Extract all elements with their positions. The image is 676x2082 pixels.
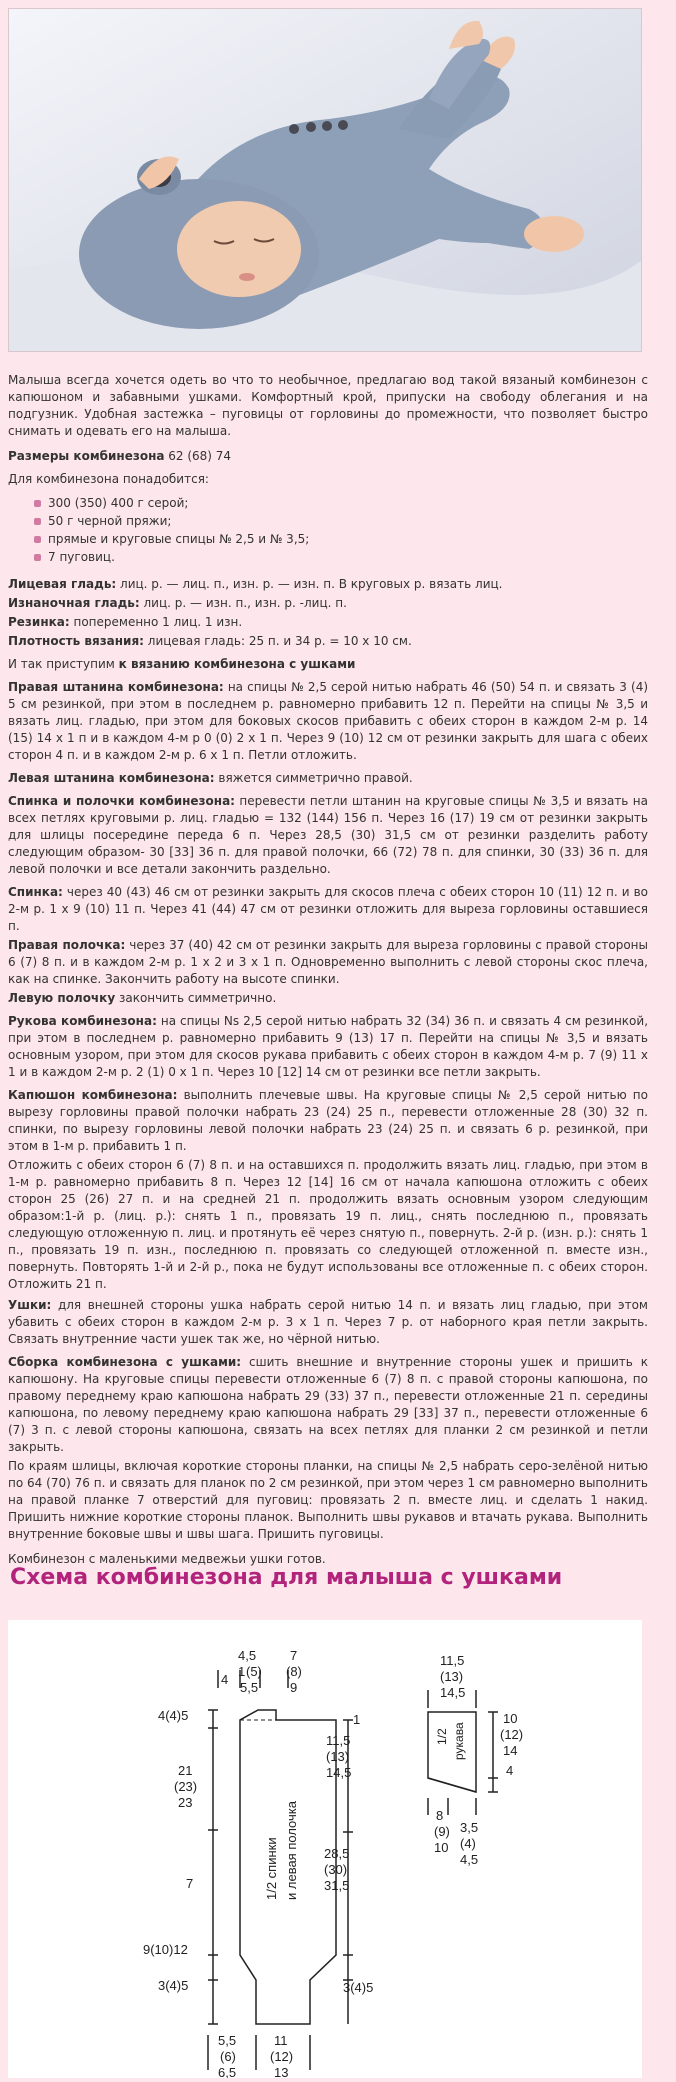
section-paragraph: [8, 793, 648, 878]
section-paragraph: [8, 1354, 648, 1456]
section-text: для внешней стороны ушка набрать серой нитью 14 п. и вязать лиц гладью, при этом убавить с обеих сторон в каждом 2-м р. 3 х 1 п. Через 7 р. от наборного края петли закрыть. Связать внутренние части ушек так же, но чёрной нитью.: [8, 1298, 648, 1346]
list-item: прямые и круговые спицы № 2,5 и № 3,5;: [34, 530, 648, 548]
section-label: Спинка:: [8, 885, 63, 899]
section-paragraph: [8, 1013, 648, 1081]
stitch-line: [8, 595, 648, 612]
dim-bot-65: 6,5: [218, 2065, 237, 2078]
dim-sleeve-35: 3,5: [460, 1820, 479, 1835]
dim-left-21: 21: [178, 1763, 193, 1778]
materials-list: [8, 494, 648, 566]
dim-right-1: 1: [353, 1712, 361, 1727]
section-label: Правая полочка:: [8, 938, 126, 952]
stitch-text: лиц. р. — изн. п., изн. р. -лиц. п.: [139, 596, 347, 610]
stitch-text: лиц. р. — лиц. п., изн. р. — изн. п. В круговых р. вязать лиц.: [116, 577, 503, 591]
pattern-schematic: [8, 1620, 642, 2078]
dim-right-145: 14,5: [326, 1765, 352, 1780]
sleeve-label-sleeve: рукава: [452, 1722, 466, 1760]
stitch-line: [8, 633, 648, 650]
dim-top-1: 1: [238, 1664, 246, 1679]
dim-bot-13: 13: [274, 2065, 289, 2078]
section-text: выполнить плечевые швы. На круговые спицы № 2,5 серой нитью по вырезу горловины правой полочки набрать 23 (24) 25 п., перевести отложенные 28 (30) 32 п. спинки, по вырезу горловины левой полочки набрать 23 (24) 25 п. и связать 6 р. резинкой, при этом в 1-м р. прибавить 1 п.: [8, 1088, 648, 1153]
section-text: через 37 (40) 42 см от резинки закрыть для выреза горловины с правой стороны 6 (7) 8 п. и в каждом 2-м р. 1 х 2 и 3 х 1 п. Одновременно выполнить с левой стороны скос плеча, как на спинке. Закончить работу на высоте спинки.: [8, 938, 649, 986]
dim-top-9: 9: [290, 1680, 298, 1695]
section-paragraph: [8, 770, 648, 787]
section-paragraph: [8, 937, 648, 988]
section-text: закончить симметрично.: [115, 991, 277, 1005]
dim-sleeve-10b: 10: [434, 1840, 449, 1855]
section-label: Рукова комбинезона:: [8, 1014, 157, 1028]
section-paragraph: [8, 884, 648, 935]
stitch-line: [8, 614, 648, 631]
dim-sleeve-145: 14,5: [440, 1685, 466, 1700]
schema-heading: Схема комбинезона для малыша с ушками: [10, 1565, 563, 1590]
dim-sleeve-9: (9): [434, 1824, 450, 1839]
materials-intro: Для комбинезона понадобится:: [8, 472, 209, 486]
dim-top-8: (8): [286, 1664, 302, 1679]
section-text: перевести петли штанин на круговые спицы № 3,5 и вязать на всех петлях круговыми р. лиц. гладью = 132 (144) 156 п. Через 16 (17) 19 см от резинки закрыть для шлицы посередине переда 6 п. Через 28,5 (30) 31,5 см от резинки разделить работу следующим образом- 30 [33] 36 п. для правой полочки, 66 (72) 78 п. для спинки, 30 (33) 36 п. для левой полочки и все детали закончить раздельно.: [8, 794, 648, 876]
dim-sleeve-10: 10: [503, 1711, 518, 1726]
section-text: сшить внешние и внутренние стороны ушек и пришить к капюшону. На круговые спицы перевести отложенные 6 (7) 8 п. с правой стороны капюшона, по правому переднему краю капюшона набрать 29 (33) 37 п., перевести отложенные 21 п. середины капюшона, по левому переднему краю капюшона набрать 29 [33] 37 п., перевести отложенные 6 (7) 3 п. с левой стороны капюшона, связать на всех петлях для планки 2 см резинкой и петли закрыть.: [8, 1355, 648, 1454]
list-item: 7 пуговиц.: [34, 548, 648, 566]
dim-left-23: (23): [174, 1779, 198, 1794]
dim-bot-6: (6): [220, 2049, 236, 2064]
section-text: на спицы № 2,5 серой нитью набрать 46 (50) 54 п. и связать 3 (4) 5 см резинкой, при этом в последнем р. равномерно прибавить 12 п. Перейти на спицы № 3,5 и вязать лиц. гладью, при этом для боковых скосов прибавить с обеих сторон в каждом 2-м р. 14 (15) 14 х 1 п и в каждом 4-м р 0 (0) 2 х 1 п. Через 9 (10) 12 см от резинки закрыть для шага с обеих сторон 4 п. и в каждом 2-м р. 6 х 1 п. Петли отложить.: [8, 680, 649, 762]
list-item: 50 г черной пряжи;: [34, 512, 648, 530]
dim-top-7: 7: [290, 1648, 298, 1663]
stitch-label: Плотность вязания:: [8, 634, 144, 648]
body-label-left-front: и левая полочка: [284, 1801, 299, 1900]
dim-right-13: (13): [326, 1749, 350, 1764]
section-text: Отложить с обеих сторон 6 (7) 8 п. и на оставшихся п. продолжить вязать лиц. гладью, при этом в 1-м р. равномерно прибавить 8 п. Через 12 [14] 16 см от начала капюшона отложить с обеих сторон 25 (26) 27 п. и на средней 21 п. продолжить вязать основным узором следующим образом:1-й р. (лиц. р.): снять 1 п., провязать 19 п. лиц., снять последнюю п., провязать следующую отложенную п. лиц. и протянуть её через снятую п., повернуть. 2-й р. (изн. р.): снять 1 п., провязать 19 п. изн., последнюю п. провязать со следующей отложенной п. вместе изн., повернуть. Повторять 1-й и 2-й р., пока не будут использованы все отложенные п. с обеих сторон. Отложить 21 п.: [8, 1158, 648, 1291]
dim-sleeve-4: 4: [506, 1763, 514, 1778]
stitch-line: [8, 576, 648, 593]
list-item: 300 (350) 400 г серой;: [34, 494, 648, 512]
stitch-text: попеременно 1 лиц. 1 изн.: [69, 615, 243, 629]
dim-sleeve-4b: (4): [460, 1836, 476, 1851]
dim-sleeve-14: 14: [503, 1743, 518, 1758]
dim-sleeve-13: (13): [440, 1669, 464, 1684]
body-label-half-back: 1/2 спинки: [264, 1837, 279, 1900]
section-label: Спинка и полочки комбинезона:: [8, 794, 235, 808]
section-paragraph: [8, 1157, 648, 1293]
dim-bot-55: 5,5: [218, 2033, 237, 2048]
sleeping-baby-illustration: [9, 9, 642, 352]
dim-right-285: 28,5: [324, 1846, 350, 1861]
dim-top-55: 5,5: [240, 1680, 259, 1695]
dim-right-345: 3(4)5: [343, 1980, 374, 1995]
dim-left-91012: 9(10)12: [143, 1942, 188, 1957]
section-paragraph: [8, 679, 648, 764]
section-paragraph: [8, 1087, 648, 1155]
dim-left-23b: 23: [178, 1795, 193, 1810]
section-label: Капюшон комбинезона:: [8, 1088, 178, 1102]
dim-bot-12: (12): [270, 2049, 294, 2064]
dim-right-30: (30): [324, 1862, 348, 1877]
section-text: По краям шлицы, включая короткие стороны планки, на спицы № 2,5 набрать серо-зелёной нитью по 64 (70) 76 п. и связать для планок по 2 см резинкой, при этом через 1 см равномерно выполнить на правой планке 7 отверстий для пуговиц: провязать 2 п. вместе лиц. и сделать 1 накид. Пришить нижние короткие стороны планок. Выполнить швы рукавов и втачать рукава. Выполнить внутренние боковые швы и швы шага. Пришить пуговицы.: [8, 1459, 648, 1541]
start-text: И так приступим: [8, 657, 119, 671]
section-label: Сборка комбинезона с ушками:: [8, 1355, 242, 1369]
section-text: вяжется симметрично правой.: [214, 771, 413, 785]
section-text: на спицы Ns 2,5 серой нитью набрать 32 (34) 36 п. и связать 4 см резинкой, при этом в последнем р. равномерно прибавить 9 (13) 17 п. Перейти на спицы № 3,5 и вязать основным узором, при этом для скосов рукава прибавить с обеих сторон в каждом 4-м р. 7 (9) 11 х 1 и в каждом 2-м р. 2 (1) 0 х 1 п. Через 10 [12] 14 см от резинки все петли закрыть.: [8, 1014, 649, 1079]
stitch-text: лицевая гладь: 25 п. и 34 р. = 10 х 10 см.: [143, 634, 412, 648]
section-label: Левая штанина комбинезона:: [8, 771, 215, 785]
section-paragraph: [8, 990, 648, 1007]
start-line: [8, 656, 648, 673]
sleeve-label-half: 1/2: [435, 1728, 449, 1745]
dim-sleeve-45: 4,5: [460, 1852, 479, 1867]
intro-paragraph: Малыша всегда хочется одеть во что то необычное, предлагаю вод такой вязаный комбинезон с капюшоном и забавными ушками. Комфортный крой, припуски на свободу облегания и на подгузник. Удобная застежка – пуговицы от горловины до промежности, что позволяет быстро снимать и одевать его на малыша.: [8, 373, 648, 438]
start-bold: к вязанию комбинезона с ушками: [118, 657, 356, 671]
dim-left-7: 7: [186, 1876, 194, 1891]
sizes-line: [8, 448, 648, 465]
finish-line: Комбинезон с маленькими медвежьи ушки готов.: [8, 1552, 326, 1566]
section-label: Левую полочку: [8, 991, 116, 1005]
dim-bot-11: 11: [274, 2033, 288, 2048]
sizes-value: 62 (68) 74: [164, 449, 232, 463]
section-text: через 40 (43) 46 см от резинки закрыть для скосов плеча с обеих сторон 10 (11) 12 п. и во 2-м р. 1 х 9 (10) 11 п. Через 41 (44) 47 см от резинки отложить для выреза горловины оставшиеся п.: [8, 885, 648, 933]
section-label: Ушки:: [8, 1298, 52, 1312]
sizes-label: Размеры комбинезона: [8, 449, 165, 463]
dim-sleeve-8: 8: [436, 1808, 444, 1823]
stitch-label: Лицевая гладь:: [8, 577, 117, 591]
dim-left-345: 3(4)5: [158, 1978, 189, 1993]
dim-top-5: (5): [246, 1664, 262, 1679]
dim-sleeve-12: (12): [500, 1727, 524, 1742]
pattern-diagram: [8, 1620, 642, 2078]
section-paragraph: [8, 1297, 648, 1348]
baby-photo: [8, 8, 642, 352]
section-paragraph: [8, 1458, 648, 1543]
dim-left-445: 4(4)5: [158, 1708, 189, 1723]
dim-sleeve-115: 11,5: [440, 1653, 465, 1668]
dim-right-115: 11,5: [326, 1733, 351, 1748]
stitch-label: Резинка:: [8, 615, 70, 629]
dim-right-315: 31,5: [324, 1878, 350, 1893]
stitch-label: Изнаночная гладь:: [8, 596, 140, 610]
dim-top-4: 4: [221, 1672, 229, 1687]
dim-top-45: 4,5: [238, 1648, 257, 1663]
section-label: Правая штанина комбинезона:: [8, 680, 224, 694]
article-text: [8, 372, 648, 1570]
